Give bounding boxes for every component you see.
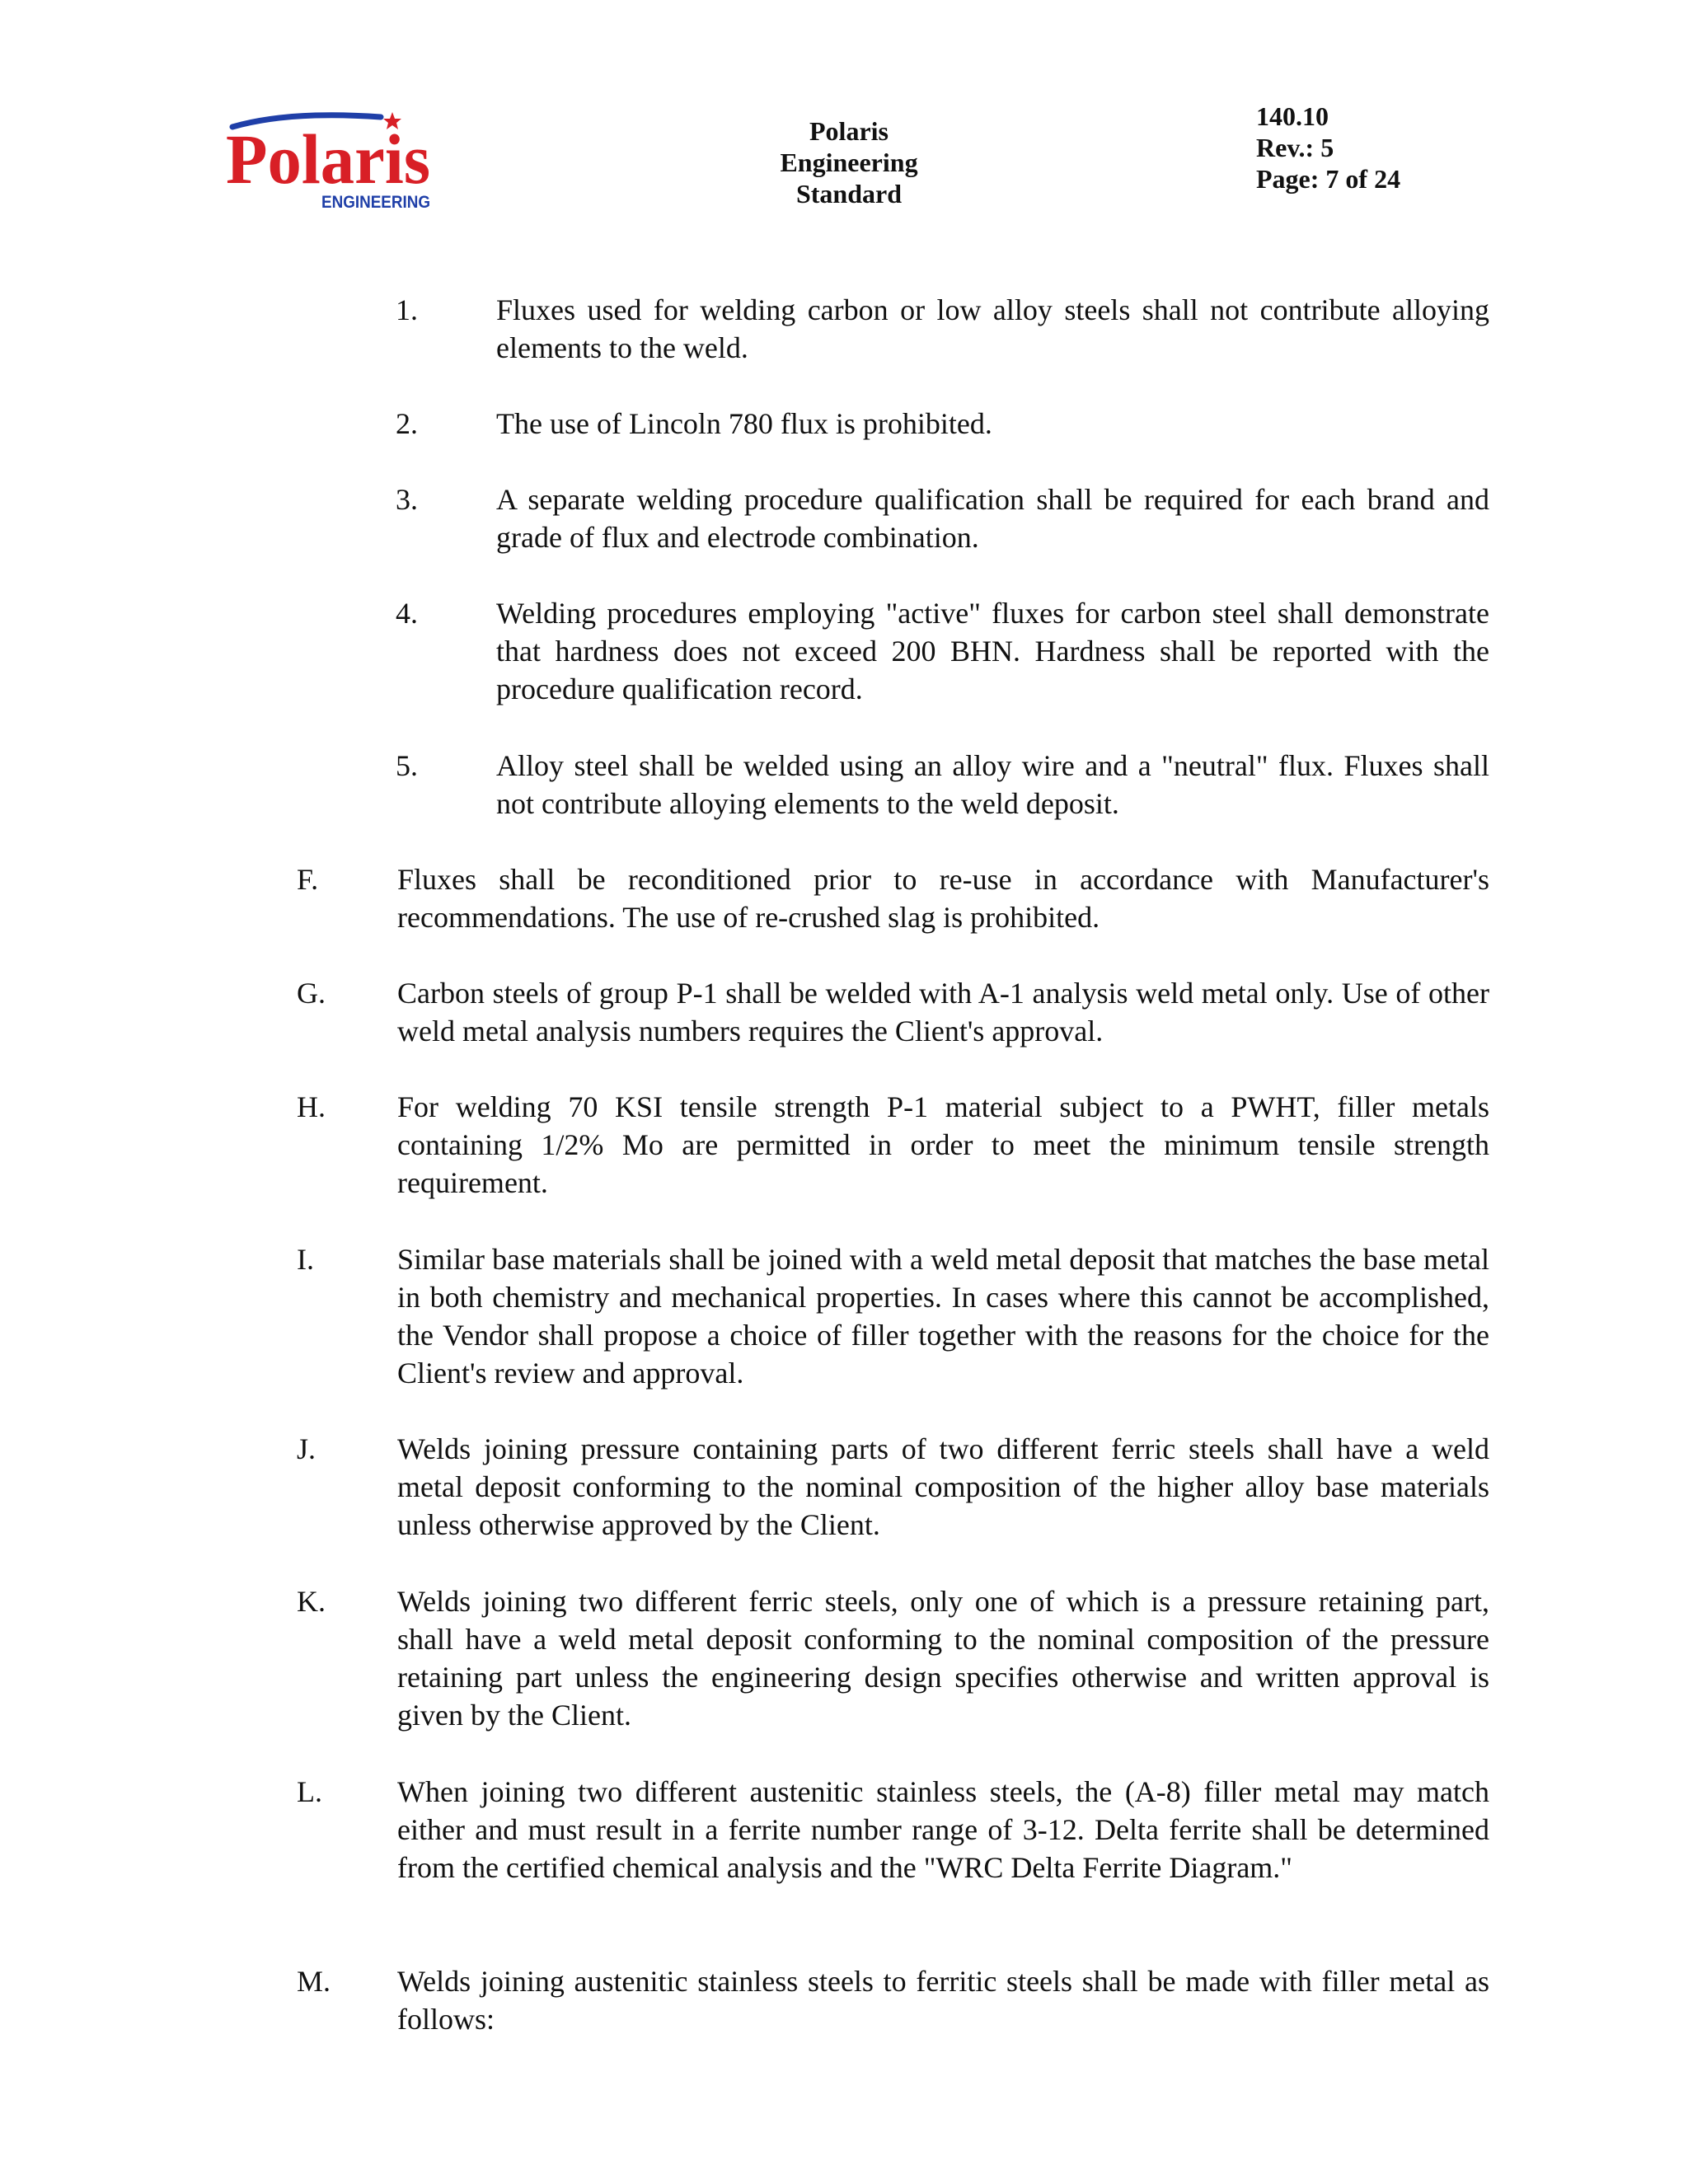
item-text: Welding procedures employing "active" fluxes for carbon steel shall demonstrate that hardness does not exceed 200 BHN. Hardness shall be reported with the procedure qualification record. (496, 597, 1489, 705)
item-text: Welds joining two different ferric steels, only one of which is a pressure retaining part, shall have a weld metal deposit conforming to the nominal composition of the pressure retaining part unless the engineering design specifies otherwise and written approval is given by the Client. (397, 1585, 1489, 1732)
item-letter: L. (297, 1775, 322, 1808)
item-text: Welds joining pressure containing parts of two different ferric steels shall have a weld metal deposit conforming to the nominal composition of the higher alloy base materials unless otherwise approved by the Client. (397, 1432, 1489, 1541)
item-number: 2. (396, 407, 418, 440)
item-text: Alloy steel shall be welded using an alloy wire and a "neutral" flux. Fluxes shall not contribute alloying elements to the weld deposit. (496, 749, 1489, 820)
item-text: For welding 70 KSI tensile strength P-1 material subject to a PWHT, filler metals containing 1/2% Mo are permitted in order to meet the minimum tensile strength requirement. (397, 1090, 1489, 1199)
logo-wordmark: Polaris (226, 120, 430, 199)
doc-number: 140.10 (1256, 101, 1329, 131)
item-letter: F. (297, 863, 319, 896)
revision: Rev.: 5 (1256, 133, 1334, 162)
item-number: 5. (396, 749, 418, 782)
item-text: Fluxes shall be reconditioned prior to re-use in accordance with Manufacturer's recommendations. The use of re-crushed slag is prohibited. (397, 863, 1489, 934)
item-text: Welds joining austenitic stainless steels to ferritic steels shall be made with filler metal as follows: (397, 1965, 1489, 2036)
item-text: Fluxes used for welding carbon or low alloy steels shall not contribute alloying elements to the weld. (496, 293, 1489, 364)
item-letter: G. (297, 977, 326, 1010)
item-text: Similar base materials shall be joined with a weld metal deposit that matches the base metal in both chemistry and mechanical properties. In cases where this cannot be accomplished, the Vendor shall propose a choice of filler together with the reasons for the choice for the Client's review and approval. (397, 1243, 1489, 1390)
item-letter: J. (297, 1432, 316, 1465)
logo-subtext: ENGINEERING (321, 193, 430, 212)
item-letter: I. (297, 1243, 314, 1276)
item-text: When joining two different austenitic stainless steels, the (A-8) filler metal may match either and must result in a ferrite number range of 3-12. Delta ferrite shall be determined from the certified chemical analysis and the "WRC Delta Ferrite Diagram." (397, 1775, 1489, 1884)
item-text: Carbon steels of group P-1 shall be welded with A-1 analysis weld metal only. Use of other weld metal analysis numbers requires the Client's approval. (397, 977, 1489, 1047)
item-letter: M. (297, 1965, 331, 1998)
item-letter: H. (297, 1090, 326, 1123)
polaris-logo (224, 107, 438, 214)
item-letter: K. (297, 1585, 326, 1618)
document-info (1256, 101, 1470, 194)
item-text: A separate welding procedure qualification shall be required for each brand and grade of flux and electrode combination. (496, 483, 1489, 554)
header-title-line: Polaris (809, 116, 889, 146)
item-number: 3. (396, 483, 418, 516)
item-number: 4. (396, 597, 418, 630)
item-number: 1. (396, 293, 418, 326)
polaris-logo-graphic (224, 107, 438, 214)
header-title-line: Engineering (780, 148, 918, 177)
header-title (725, 115, 973, 209)
header-title-line: Standard (795, 179, 903, 209)
item-text: The use of Lincoln 780 flux is prohibited. (496, 407, 992, 440)
page-number: Page: 7 of 24 (1256, 164, 1401, 194)
